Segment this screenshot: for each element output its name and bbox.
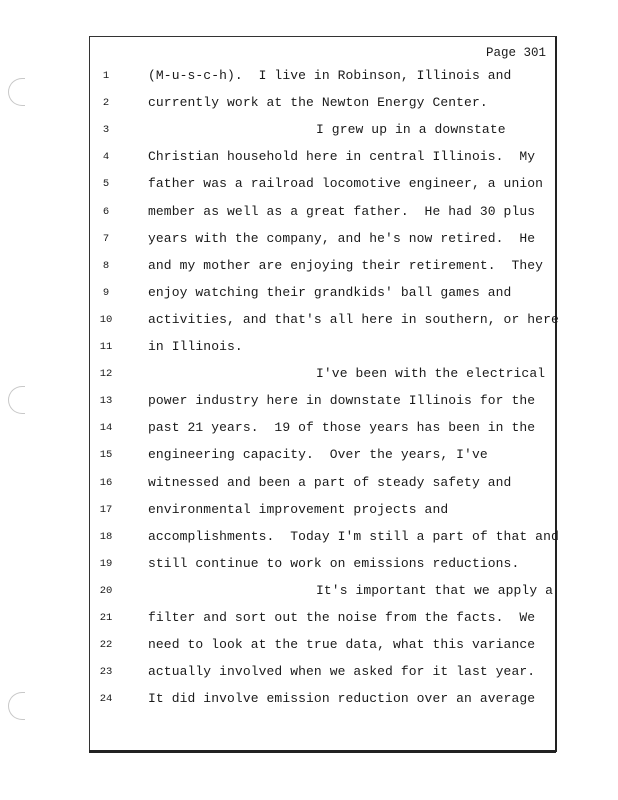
transcript-line: accomplishments. Today I'm still a part of that and xyxy=(148,528,559,544)
line-number: 3 xyxy=(102,124,110,137)
line-number: 19 xyxy=(99,557,113,570)
line-number: 23 xyxy=(99,666,113,679)
line-number: 22 xyxy=(99,639,113,652)
line-number: 11 xyxy=(99,341,113,353)
line-number: 2 xyxy=(102,97,110,110)
transcript-line: years with the company, and he's now retired. He xyxy=(148,230,536,246)
line-number: 6 xyxy=(102,205,110,218)
transcript-line: father was a railroad locomotive engineer, a union xyxy=(148,176,544,192)
line-number: 5 xyxy=(102,178,110,191)
transcript-line: Christian household here in central Illinois. My xyxy=(148,149,536,165)
transcript-line: need to look at the true data, what this variance xyxy=(148,637,536,653)
binder-hole-top xyxy=(8,78,25,106)
line-number: 18 xyxy=(99,530,113,543)
transcript-line: in Illinois. xyxy=(148,339,243,354)
line-number: 8 xyxy=(102,259,110,272)
line-number: 17 xyxy=(99,503,113,516)
line-number: 13 xyxy=(99,395,113,408)
binder-hole-middle xyxy=(8,386,25,414)
transcript-line: currently work at the Newton Energy Center. xyxy=(148,95,488,111)
transcript-line: witnessed and been a part of steady safety and xyxy=(148,474,512,490)
transcript-line: activities, and that's all here in southern, or here xyxy=(148,311,559,327)
line-number: 1 xyxy=(102,70,110,82)
line-number: 20 xyxy=(99,584,113,597)
line-number: 21 xyxy=(99,612,113,624)
binder-hole-bottom xyxy=(8,692,25,720)
line-number: 15 xyxy=(99,449,113,462)
transcript-line: and my mother are enjoying their retirement. They xyxy=(148,257,544,273)
line-number: 16 xyxy=(99,476,113,489)
page-bottom-rule xyxy=(89,750,556,753)
transcript-line: (M-u-s-c-h). I live in Robinson, Illinois and xyxy=(148,68,512,83)
line-number: 12 xyxy=(99,368,113,381)
line-number: 10 xyxy=(99,313,113,326)
line-number: 4 xyxy=(102,151,110,164)
line-number: 9 xyxy=(102,286,110,299)
transcript-line: power industry here in downstate Illinois for the xyxy=(148,393,536,409)
line-number: 7 xyxy=(102,232,110,245)
line-number: 14 xyxy=(99,422,113,435)
transcript-line: enjoy watching their grandkids' ball games and xyxy=(148,284,512,300)
transcript-line: environmental improvement projects and xyxy=(148,501,449,517)
transcript-line: actually involved when we asked for it last year. xyxy=(148,664,536,680)
transcript-line: past 21 years. 19 of those years has been in the xyxy=(148,420,536,436)
line-number: 24 xyxy=(99,693,113,706)
transcript-line: engineering capacity. Over the years, I've xyxy=(148,447,488,463)
transcript-line: It did involve emission reduction over an average xyxy=(148,691,536,707)
transcript-line: I've been with the electrical xyxy=(316,366,546,382)
transcript-line: It's important that we apply a xyxy=(316,582,554,598)
transcript-line: I grew up in a downstate xyxy=(316,122,506,138)
transcript-line: still continue to work on emissions reductions. xyxy=(148,555,520,571)
transcript-line: member as well as a great father. He had 30 plus xyxy=(148,203,536,219)
transcript-line: filter and sort out the noise from the facts. We xyxy=(148,610,536,625)
page-number: Page 301 xyxy=(485,46,546,60)
